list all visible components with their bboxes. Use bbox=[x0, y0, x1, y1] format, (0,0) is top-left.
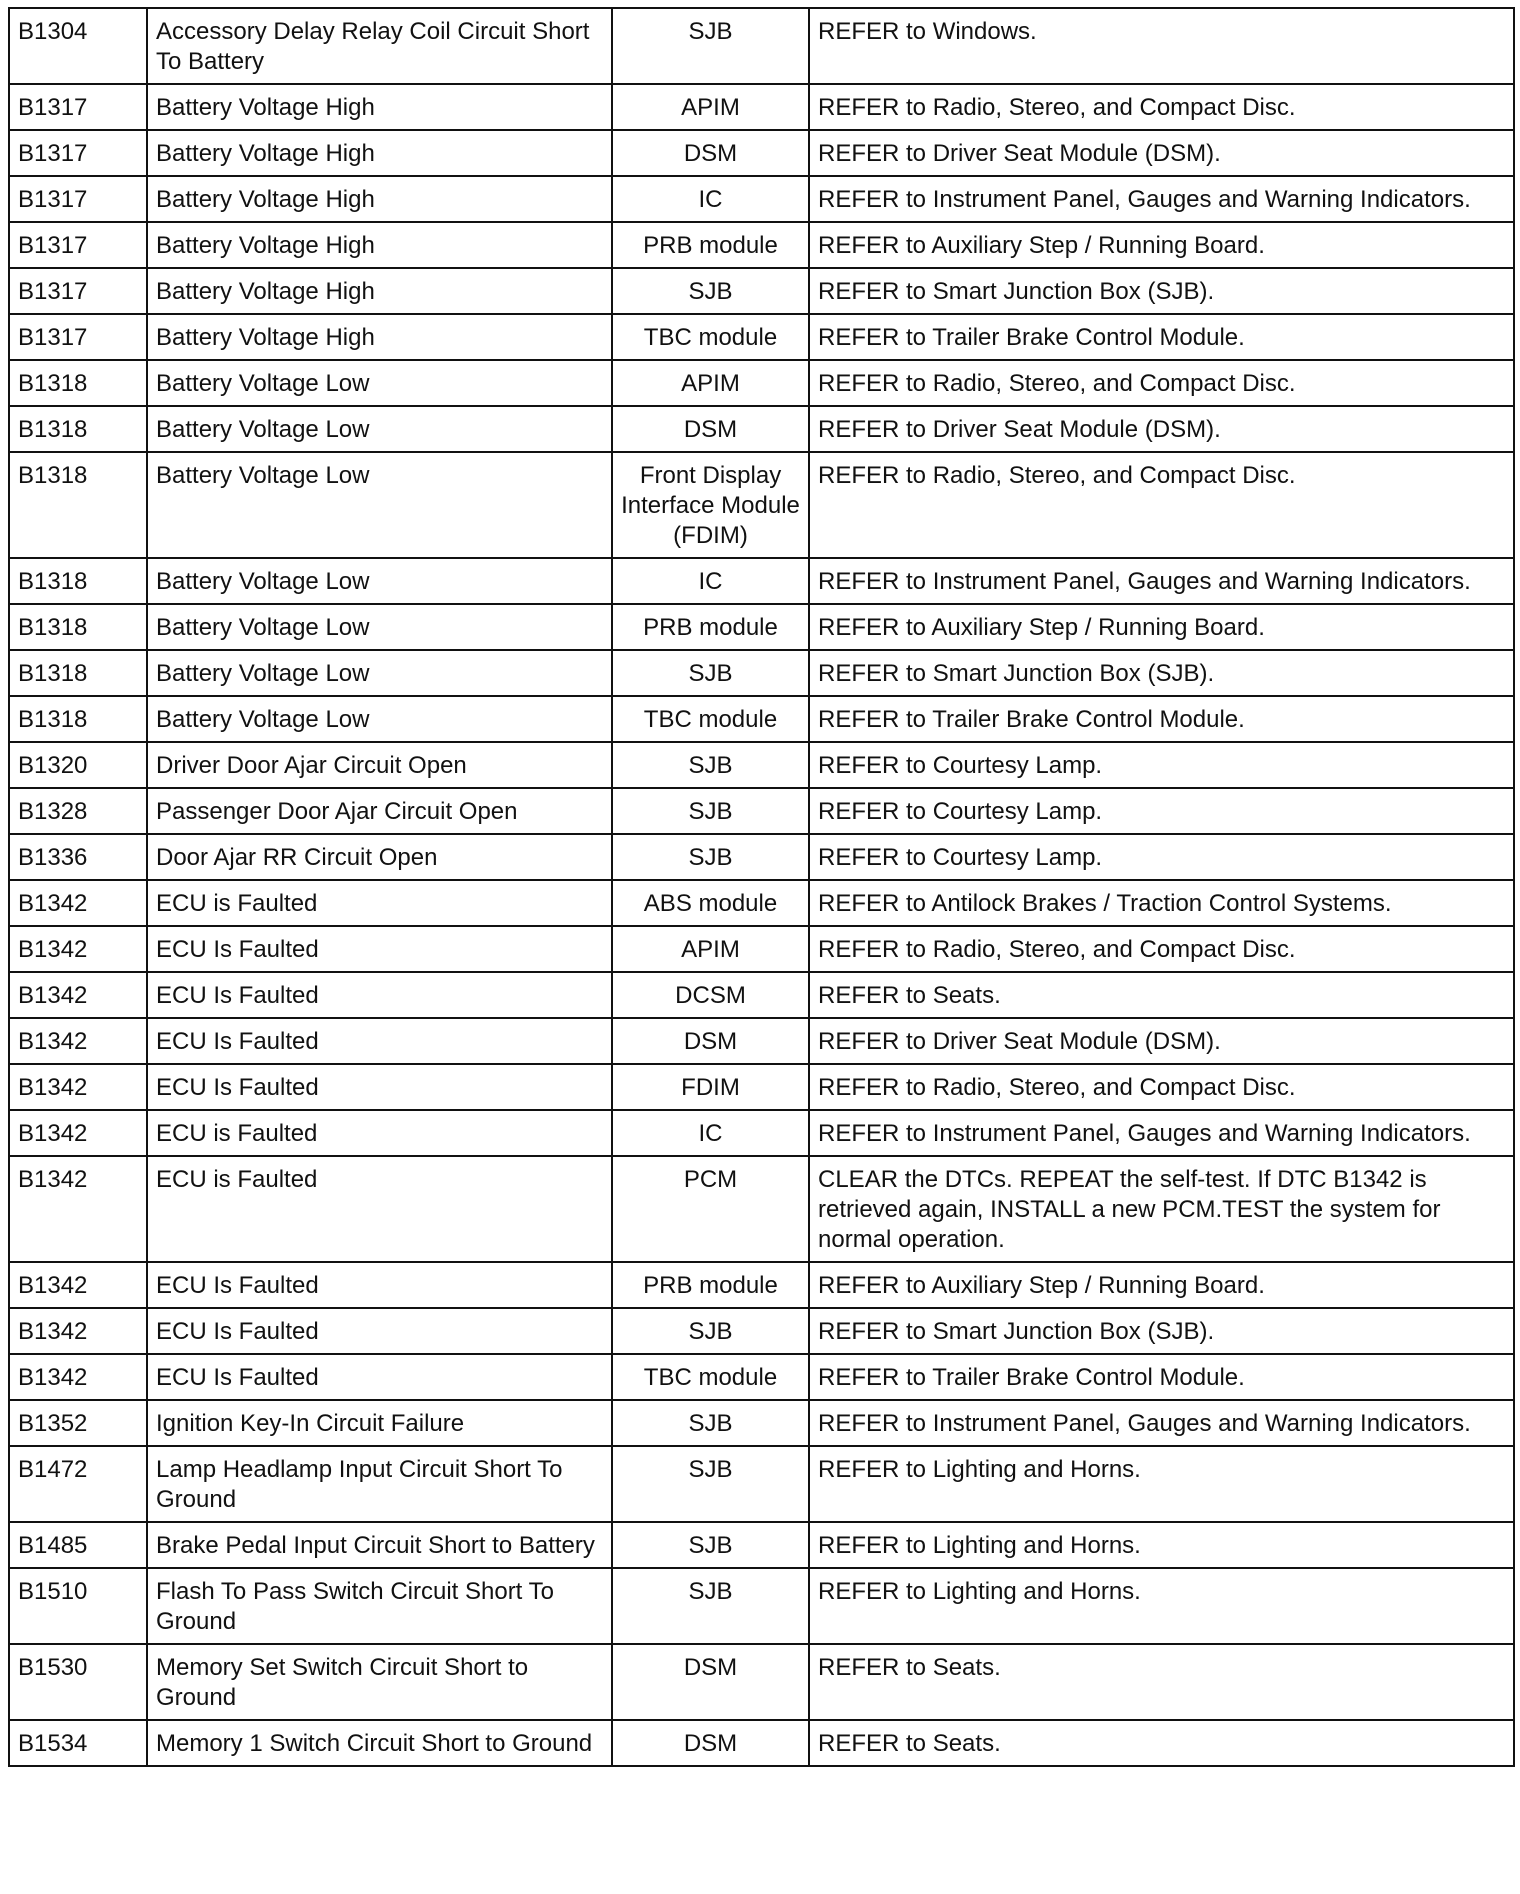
dtc-description-cell: Lamp Headlamp Input Circuit Short To Ground bbox=[147, 1446, 612, 1522]
table-row bbox=[9, 926, 1514, 972]
dtc-description-cell: ECU Is Faulted bbox=[147, 1064, 612, 1110]
dtc-code-cell: B1318 bbox=[9, 650, 147, 696]
dtc-code-cell: B1352 bbox=[9, 1400, 147, 1446]
table-row bbox=[9, 222, 1514, 268]
dtc-code-cell: B1342 bbox=[9, 1064, 147, 1110]
table-row bbox=[9, 604, 1514, 650]
module-cell: Front Display Interface Module (FDIM) bbox=[612, 452, 809, 558]
action-cell: REFER to Radio, Stereo, and Compact Disc. bbox=[809, 1064, 1514, 1110]
dtc-description-cell: ECU is Faulted bbox=[147, 1110, 612, 1156]
dtc-code-cell: B1317 bbox=[9, 222, 147, 268]
dtc-description-cell: Battery Voltage High bbox=[147, 130, 612, 176]
dtc-description-cell: Battery Voltage High bbox=[147, 314, 612, 360]
dtc-description-cell: Ignition Key-In Circuit Failure bbox=[147, 1400, 612, 1446]
dtc-description-cell: Memory 1 Switch Circuit Short to Ground bbox=[147, 1720, 612, 1766]
module-cell: DSM bbox=[612, 406, 809, 452]
dtc-description-cell: Battery Voltage Low bbox=[147, 452, 612, 558]
action-cell: REFER to Antilock Brakes / Traction Control Systems. bbox=[809, 880, 1514, 926]
table-row bbox=[9, 1018, 1514, 1064]
module-cell: SJB bbox=[612, 742, 809, 788]
dtc-description-cell: ECU Is Faulted bbox=[147, 926, 612, 972]
dtc-code-cell: B1304 bbox=[9, 8, 147, 84]
table-row bbox=[9, 406, 1514, 452]
dtc-description-cell: Memory Set Switch Circuit Short to Ground bbox=[147, 1644, 612, 1720]
dtc-code-cell: B1336 bbox=[9, 834, 147, 880]
dtc-code-cell: B1318 bbox=[9, 696, 147, 742]
dtc-description-cell: ECU Is Faulted bbox=[147, 1018, 612, 1064]
module-cell: TBC module bbox=[612, 314, 809, 360]
dtc-code-cell: B1342 bbox=[9, 1262, 147, 1308]
module-cell: SJB bbox=[612, 1522, 809, 1568]
dtc-description-cell: Battery Voltage High bbox=[147, 176, 612, 222]
table-row bbox=[9, 360, 1514, 406]
action-cell: REFER to Auxiliary Step / Running Board. bbox=[809, 222, 1514, 268]
action-cell: REFER to Instrument Panel, Gauges and Warning Indicators. bbox=[809, 1400, 1514, 1446]
dtc-description-cell: Battery Voltage Low bbox=[147, 558, 612, 604]
dtc-description-cell: Flash To Pass Switch Circuit Short To Ground bbox=[147, 1568, 612, 1644]
dtc-code-cell: B1318 bbox=[9, 360, 147, 406]
module-cell: SJB bbox=[612, 1308, 809, 1354]
dtc-description-cell: Battery Voltage Low bbox=[147, 406, 612, 452]
dtc-code-cell: B1342 bbox=[9, 1110, 147, 1156]
action-cell: REFER to Driver Seat Module (DSM). bbox=[809, 130, 1514, 176]
dtc-description-cell: Driver Door Ajar Circuit Open bbox=[147, 742, 612, 788]
dtc-description-cell: Door Ajar RR Circuit Open bbox=[147, 834, 612, 880]
table-row bbox=[9, 314, 1514, 360]
table-row bbox=[9, 1064, 1514, 1110]
module-cell: DSM bbox=[612, 1018, 809, 1064]
table-row bbox=[9, 1568, 1514, 1644]
dtc-description-cell: Accessory Delay Relay Coil Circuit Short To Battery bbox=[147, 8, 612, 84]
action-cell: CLEAR the DTCs. REPEAT the self-test. If DTC B1342 is retrieved again, INSTALL a new PCM.TEST the system for normal operation. bbox=[809, 1156, 1514, 1262]
module-cell: PCM bbox=[612, 1156, 809, 1262]
action-cell: REFER to Smart Junction Box (SJB). bbox=[809, 268, 1514, 314]
module-cell: SJB bbox=[612, 1446, 809, 1522]
table-row bbox=[9, 834, 1514, 880]
dtc-description-cell: Battery Voltage Low bbox=[147, 360, 612, 406]
dtc-code-cell: B1318 bbox=[9, 604, 147, 650]
action-cell: REFER to Seats. bbox=[809, 972, 1514, 1018]
table-row bbox=[9, 1156, 1514, 1262]
module-cell: SJB bbox=[612, 1568, 809, 1644]
dtc-description-cell: ECU Is Faulted bbox=[147, 1308, 612, 1354]
module-cell: SJB bbox=[612, 834, 809, 880]
table-row bbox=[9, 1262, 1514, 1308]
action-cell: REFER to Radio, Stereo, and Compact Disc. bbox=[809, 360, 1514, 406]
dtc-code-cell: B1320 bbox=[9, 742, 147, 788]
action-cell: REFER to Auxiliary Step / Running Board. bbox=[809, 1262, 1514, 1308]
dtc-code-cell: B1317 bbox=[9, 268, 147, 314]
dtc-description-cell: Battery Voltage High bbox=[147, 84, 612, 130]
module-cell: APIM bbox=[612, 84, 809, 130]
table-row bbox=[9, 788, 1514, 834]
table-row bbox=[9, 1522, 1514, 1568]
table-row bbox=[9, 650, 1514, 696]
table-row bbox=[9, 972, 1514, 1018]
dtc-description-cell: Passenger Door Ajar Circuit Open bbox=[147, 788, 612, 834]
dtc-code-cell: B1318 bbox=[9, 558, 147, 604]
table-row bbox=[9, 1644, 1514, 1720]
action-cell: REFER to Driver Seat Module (DSM). bbox=[809, 406, 1514, 452]
action-cell: REFER to Driver Seat Module (DSM). bbox=[809, 1018, 1514, 1064]
table-row bbox=[9, 1720, 1514, 1766]
action-cell: REFER to Courtesy Lamp. bbox=[809, 788, 1514, 834]
dtc-description-cell: Brake Pedal Input Circuit Short to Battery bbox=[147, 1522, 612, 1568]
dtc-code-cell: B1485 bbox=[9, 1522, 147, 1568]
dtc-code-cell: B1318 bbox=[9, 452, 147, 558]
dtc-description-cell: Battery Voltage Low bbox=[147, 604, 612, 650]
dtc-description-cell: ECU Is Faulted bbox=[147, 1262, 612, 1308]
table-row bbox=[9, 742, 1514, 788]
table-row bbox=[9, 558, 1514, 604]
module-cell: TBC module bbox=[612, 1354, 809, 1400]
module-cell: SJB bbox=[612, 268, 809, 314]
dtc-table-page bbox=[8, 7, 1513, 1767]
action-cell: REFER to Trailer Brake Control Module. bbox=[809, 1354, 1514, 1400]
action-cell: REFER to Courtesy Lamp. bbox=[809, 742, 1514, 788]
action-cell: REFER to Instrument Panel, Gauges and Warning Indicators. bbox=[809, 1110, 1514, 1156]
module-cell: SJB bbox=[612, 650, 809, 696]
action-cell: REFER to Seats. bbox=[809, 1720, 1514, 1766]
action-cell: REFER to Radio, Stereo, and Compact Disc. bbox=[809, 84, 1514, 130]
table-row bbox=[9, 176, 1514, 222]
table-row bbox=[9, 1354, 1514, 1400]
module-cell: SJB bbox=[612, 788, 809, 834]
module-cell: DSM bbox=[612, 1644, 809, 1720]
dtc-code-cell: B1317 bbox=[9, 130, 147, 176]
dtc-code-cell: B1510 bbox=[9, 1568, 147, 1644]
dtc-code-cell: B1342 bbox=[9, 1308, 147, 1354]
dtc-description-cell: ECU Is Faulted bbox=[147, 972, 612, 1018]
dtc-code-cell: B1472 bbox=[9, 1446, 147, 1522]
dtc-code-cell: B1342 bbox=[9, 926, 147, 972]
module-cell: IC bbox=[612, 176, 809, 222]
table-row bbox=[9, 1446, 1514, 1522]
action-cell: REFER to Lighting and Horns. bbox=[809, 1522, 1514, 1568]
table-row bbox=[9, 880, 1514, 926]
action-cell: REFER to Lighting and Horns. bbox=[809, 1446, 1514, 1522]
action-cell: REFER to Smart Junction Box (SJB). bbox=[809, 650, 1514, 696]
table-row bbox=[9, 84, 1514, 130]
dtc-description-cell: ECU is Faulted bbox=[147, 880, 612, 926]
dtc-description-cell: Battery Voltage High bbox=[147, 268, 612, 314]
action-cell: REFER to Trailer Brake Control Module. bbox=[809, 314, 1514, 360]
module-cell: ABS module bbox=[612, 880, 809, 926]
dtc-table bbox=[8, 7, 1515, 1767]
action-cell: REFER to Instrument Panel, Gauges and Warning Indicators. bbox=[809, 176, 1514, 222]
action-cell: REFER to Courtesy Lamp. bbox=[809, 834, 1514, 880]
module-cell: PRB module bbox=[612, 1262, 809, 1308]
table-row bbox=[9, 1110, 1514, 1156]
module-cell: SJB bbox=[612, 1400, 809, 1446]
module-cell: IC bbox=[612, 558, 809, 604]
action-cell: REFER to Windows. bbox=[809, 8, 1514, 84]
table-row bbox=[9, 8, 1514, 84]
table-row bbox=[9, 1308, 1514, 1354]
dtc-code-cell: B1328 bbox=[9, 788, 147, 834]
dtc-description-cell: ECU Is Faulted bbox=[147, 1354, 612, 1400]
table-row bbox=[9, 130, 1514, 176]
action-cell: REFER to Trailer Brake Control Module. bbox=[809, 696, 1514, 742]
dtc-description-cell: ECU is Faulted bbox=[147, 1156, 612, 1262]
dtc-description-cell: Battery Voltage High bbox=[147, 222, 612, 268]
module-cell: SJB bbox=[612, 8, 809, 84]
action-cell: REFER to Smart Junction Box (SJB). bbox=[809, 1308, 1514, 1354]
module-cell: IC bbox=[612, 1110, 809, 1156]
dtc-code-cell: B1342 bbox=[9, 1354, 147, 1400]
table-row bbox=[9, 696, 1514, 742]
action-cell: REFER to Radio, Stereo, and Compact Disc. bbox=[809, 452, 1514, 558]
action-cell: REFER to Seats. bbox=[809, 1644, 1514, 1720]
dtc-code-cell: B1530 bbox=[9, 1644, 147, 1720]
dtc-code-cell: B1342 bbox=[9, 880, 147, 926]
module-cell: DSM bbox=[612, 1720, 809, 1766]
action-cell: REFER to Auxiliary Step / Running Board. bbox=[809, 604, 1514, 650]
module-cell: FDIM bbox=[612, 1064, 809, 1110]
dtc-code-cell: B1317 bbox=[9, 314, 147, 360]
table-row bbox=[9, 1400, 1514, 1446]
dtc-code-cell: B1342 bbox=[9, 1156, 147, 1262]
dtc-code-cell: B1342 bbox=[9, 1018, 147, 1064]
module-cell: PRB module bbox=[612, 604, 809, 650]
dtc-code-cell: B1342 bbox=[9, 972, 147, 1018]
action-cell: REFER to Instrument Panel, Gauges and Warning Indicators. bbox=[809, 558, 1514, 604]
dtc-code-cell: B1317 bbox=[9, 176, 147, 222]
module-cell: APIM bbox=[612, 360, 809, 406]
module-cell: PRB module bbox=[612, 222, 809, 268]
dtc-description-cell: Battery Voltage Low bbox=[147, 696, 612, 742]
module-cell: DCSM bbox=[612, 972, 809, 1018]
dtc-code-cell: B1318 bbox=[9, 406, 147, 452]
module-cell: APIM bbox=[612, 926, 809, 972]
dtc-table-body bbox=[9, 8, 1514, 1766]
dtc-code-cell: B1317 bbox=[9, 84, 147, 130]
action-cell: REFER to Lighting and Horns. bbox=[809, 1568, 1514, 1644]
module-cell: TBC module bbox=[612, 696, 809, 742]
module-cell: DSM bbox=[612, 130, 809, 176]
table-row bbox=[9, 452, 1514, 558]
action-cell: REFER to Radio, Stereo, and Compact Disc. bbox=[809, 926, 1514, 972]
dtc-description-cell: Battery Voltage Low bbox=[147, 650, 612, 696]
dtc-code-cell: B1534 bbox=[9, 1720, 147, 1766]
table-row bbox=[9, 268, 1514, 314]
